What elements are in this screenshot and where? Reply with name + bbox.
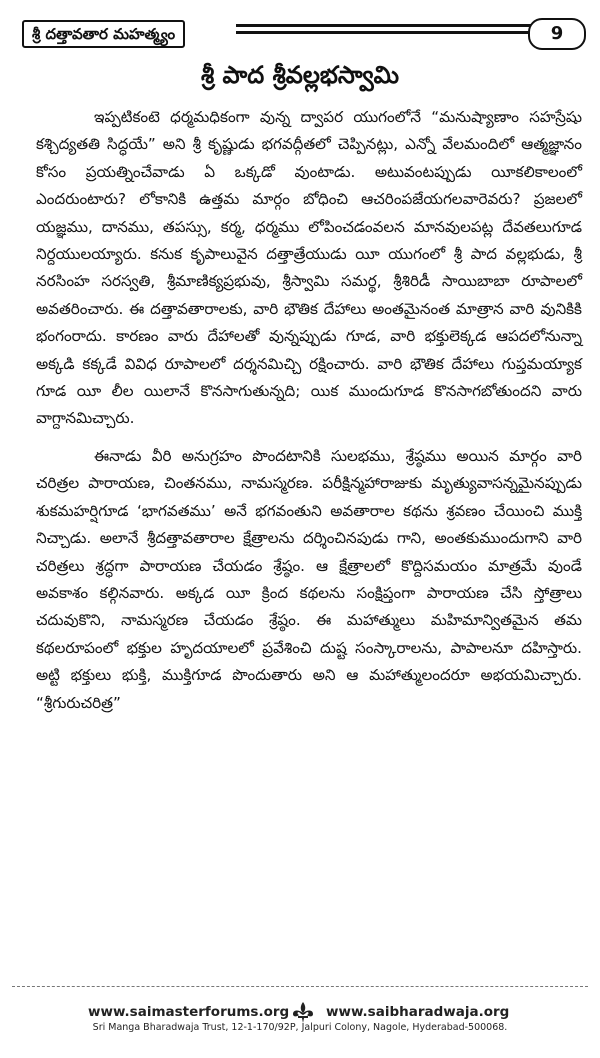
chapter-title: శ్రీ పాద శ్రీవల్లభస్వామి — [200, 61, 399, 89]
header-rule-lines — [236, 24, 546, 40]
fleur-emblem-icon — [290, 1000, 316, 1024]
trust-address: Sri Manga Bharadwaja Trust, 12-1-170/92P, Jalpuri Colony, Nagole, Hyderabad-500068. — [92, 1022, 508, 1033]
footer-divider — [12, 986, 588, 987]
paragraph-1: ఇప్పటికంటె ధర్మమధికంగా వున్న ద్వాపర యుగంలోనే “మనుష్యాణాం సహస్రేషు కశ్చిద్యతతి సిద్ధయే” అని శ్రీ కృష్ణుడు భగవద్గీతలో చెప్పినట్లు, ఎన్నో వేలమందిలో ఆత్మజ్ఞానం కోసం ప్రయత్నించేవాడు ఏ ఒక్కడో వుంటాడు. అటువంటప్పుడు యీకలికాలంలో ఎందరుంటారు? లోకానికి ఉత్తమ మార్గం బోధించి ఆచరింపజేయగలవారెవరు? ప్రజలలో యజ్ఞము, దానము, తపస్సు, కర్మ, ధర్మము లోపించడంవలన మానవులపట్ల దేవతలుగూడ నిర్దయులయ్యారు. కనుక కృపాలువైన దత్తాత్రేయుడు యీ యుగంలో శ్రీ పాద వల్లభుడు, శ్రీ నరసింహ సరస్వతి, శ్రీమాణిక్యప్రభువు, శ్రీస్వామి సమర్థ, శ్రీశిరిడీ సాయిబాబా రూపాలలో అవతరించారు. ఈ దత్తావతారాలకు, వారి భౌతిక దేహాలు అంతమైనంత మాత్రాన వారి వునికికి భంగంరాదు. కారణం వారు దేహాలతో వున్నప్పుడు గూడ, వారి భక్తులెక్కడ ఆపదలోనున్నా అక్కడి కక్కడే వివిధ రూపాలలో దర్శనమిచ్చి రక్షించారు. వారి భౌతిక దేహాలు గుప్తమయ్యాక గూడ యీ లీల యిలానే కొనసాగుతున్నది; యిక ముందుగూడ కొనసాగబోతుందని వారు వాగ్దానమిచ్చారు. — [36, 108, 582, 428]
page-number: 9 — [528, 18, 586, 50]
page-footer — [0, 1000, 600, 1040]
website-link-saibharadwaja[interactable]: www.saibharadwaja.org — [326, 1004, 510, 1020]
running-header — [22, 18, 592, 50]
body-text — [36, 104, 582, 717]
book-title: శ్రీ దత్తావతార మహత్మ్యం — [22, 20, 185, 48]
paragraph-2: ఈనాడు వీరి అనుగ్రహం పొందటానికి సులభము, శ్రేష్ఠము అయిన మార్గం వారి చరిత్రల పారాయణ, చింతనము, నామస్మరణ. పరీక్షిన్మహారాజుకు మృత్యువాసన్నమైనప్పుడు శుకమహర్షిగూడ ‘భాగవతము’ అనే భగవంతుని అవతారాల కథను శ్రవణం చేయించి ముక్తి నిచ్చాడు. అలానే శ్రీదత్తావతారాల క్షేత్రాలను దర్శించినపుడు గాని, అంతకుముందుగాని వారి చరిత్రలు శ్రద్ధగా పారాయణ చేయడం శ్రేష్ఠం. ఆ క్షేత్రాలలో కొద్దిసమయం మాత్రమే వుండే అవకాశం కల్గినవారు. అక్కడ యీ క్రింద కథలను సంక్షిప్తంగా పారాయణ చేసి స్తోత్రాలు చదువుకొని, నామస్మరణ చేయడం శ్రేష్ఠం. ఈ మహాత్ములు మహిమాన్వితమైన తమ కథలరూపంలో భక్తుల హృదయాలలో ప్రవేశించి దుష్ట సంస్కారాలను, పాపాలనూ దహిస్తారు. అట్టి భక్తులు భుక్తి, ముక్తిగూడ పొందుతారు అని ఆ మహాత్ములందరూ అభయమిచ్చారు. “శ్రీగురుచరిత్ర” — [36, 446, 582, 712]
website-link-saimasterforums[interactable]: www.saimasterforums.org — [88, 1004, 290, 1020]
